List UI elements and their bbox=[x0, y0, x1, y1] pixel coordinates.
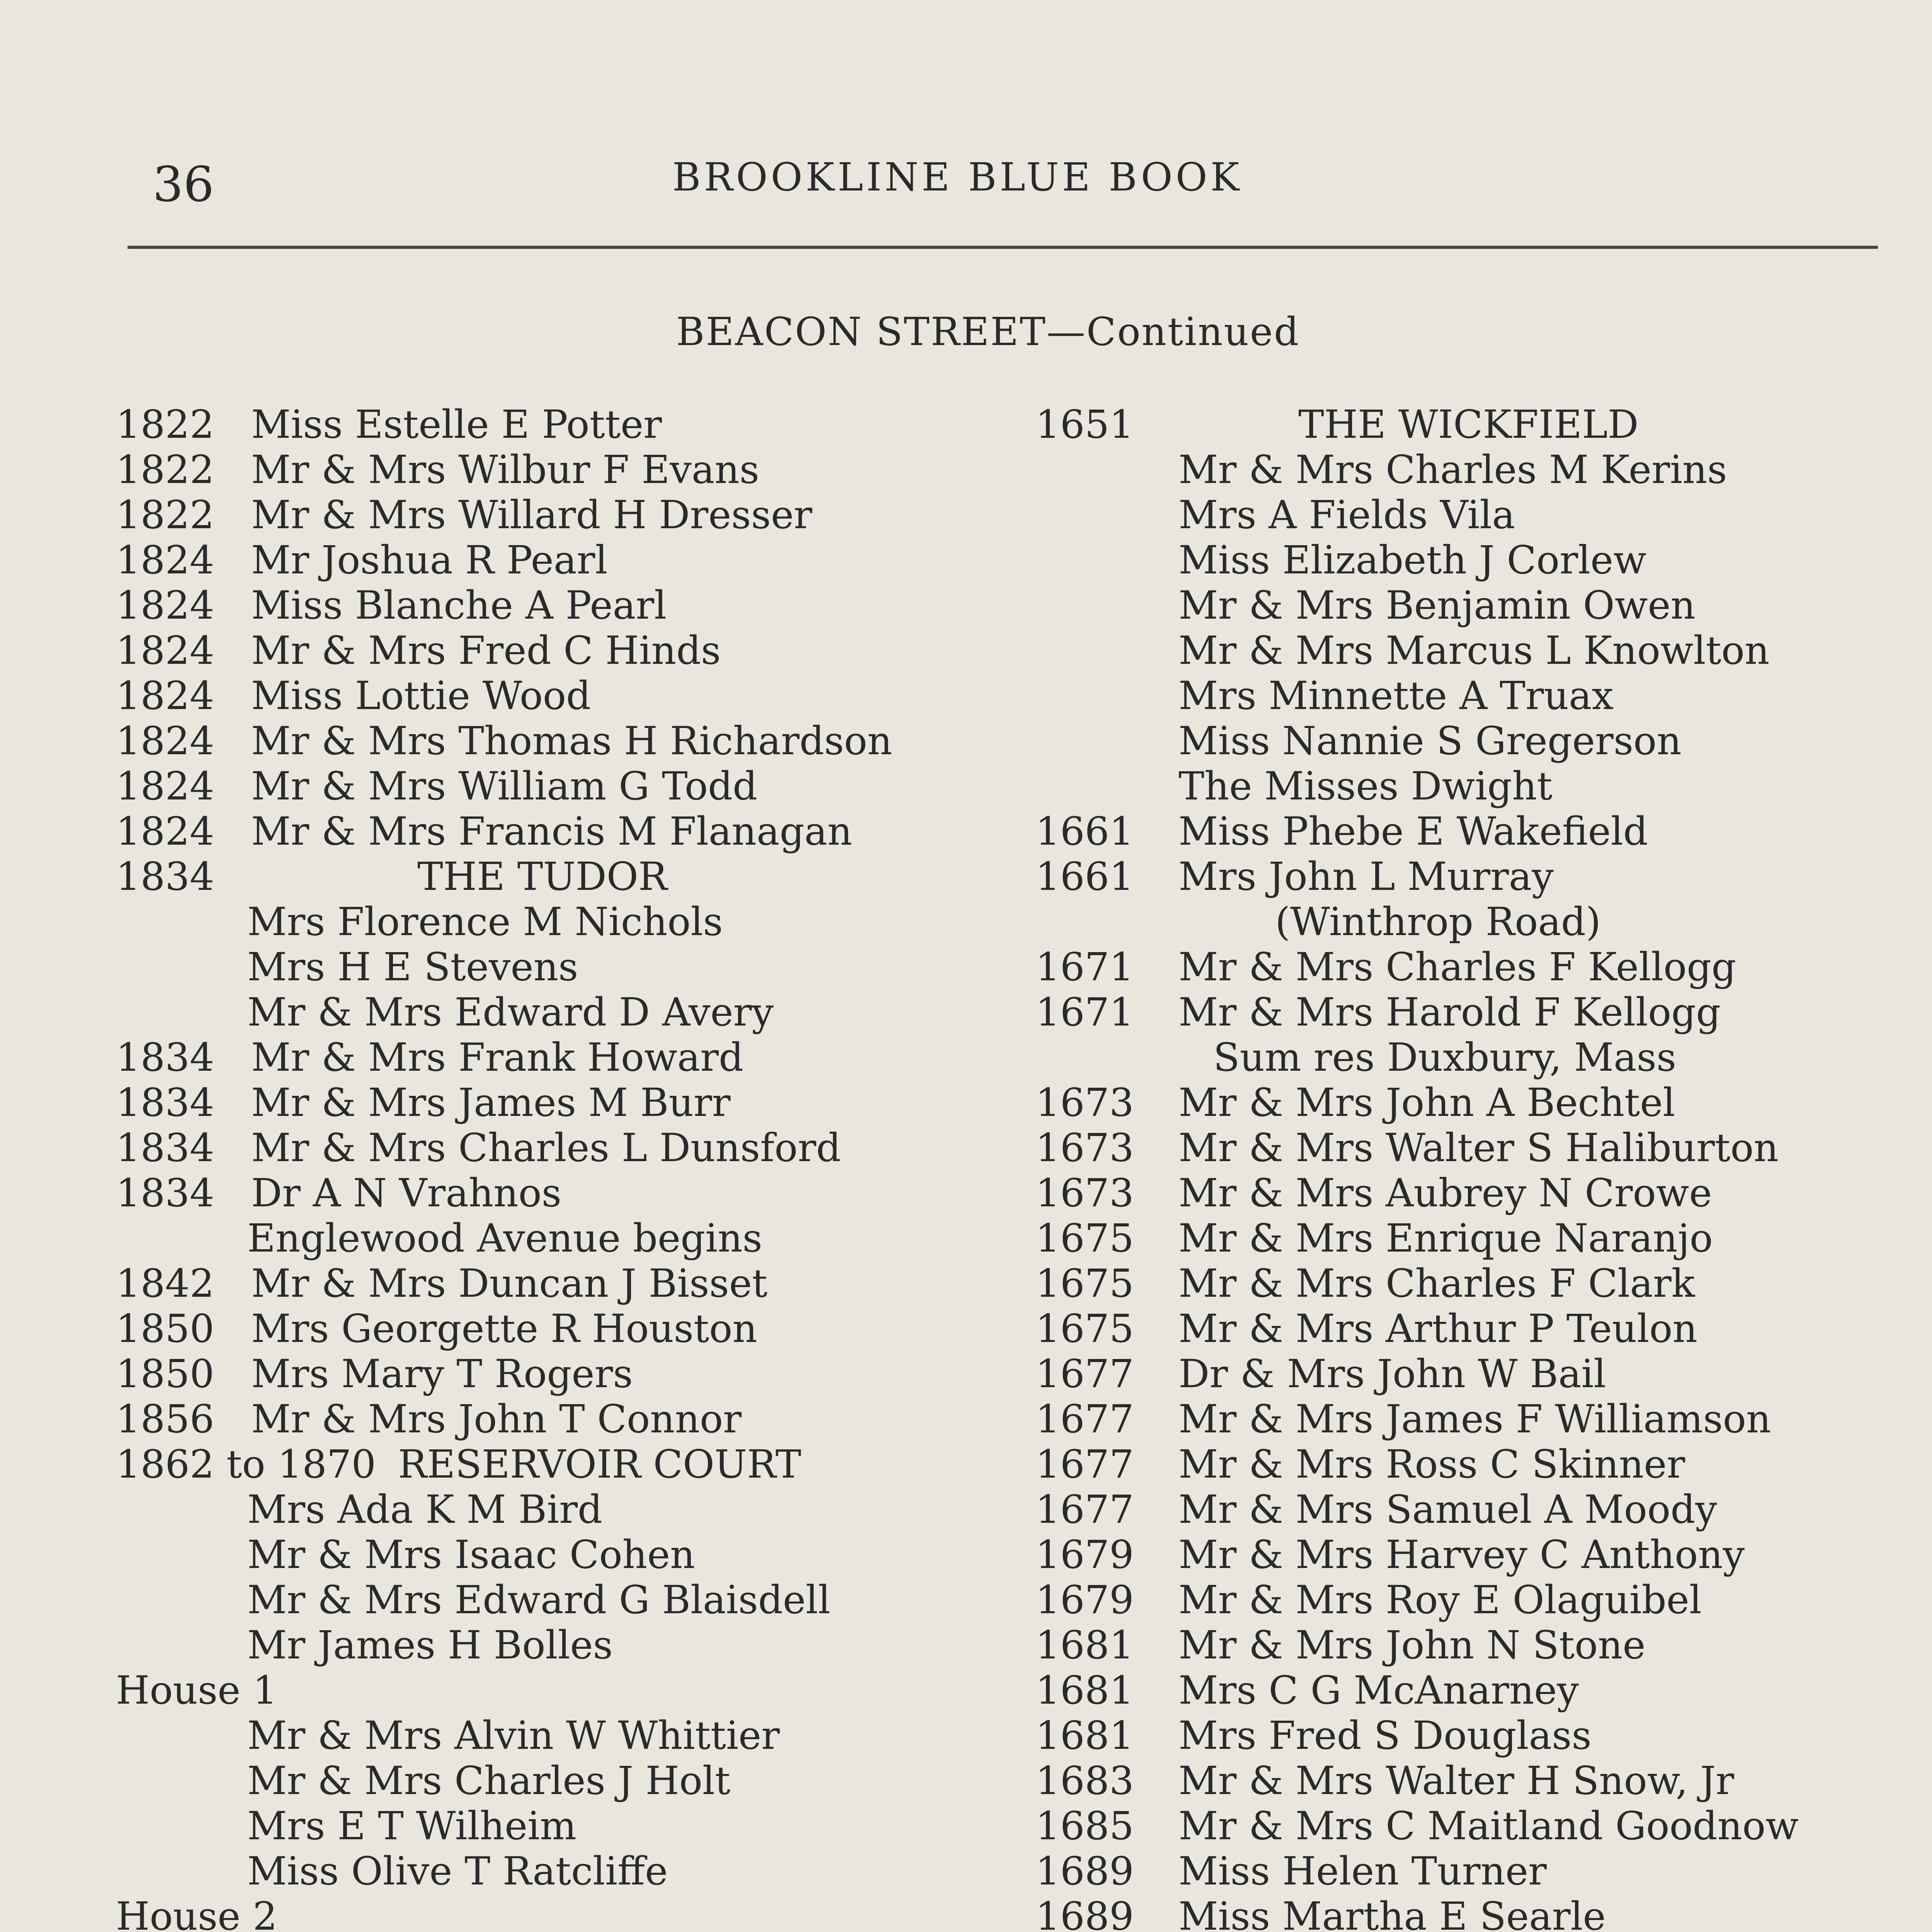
resident-name: Mrs E T Wilheim bbox=[247, 1803, 577, 1849]
house-number: 1834 bbox=[116, 1125, 214, 1170]
directory-row bbox=[116, 1125, 1024, 1170]
directory-row bbox=[116, 492, 1024, 537]
directory-row bbox=[116, 537, 1024, 583]
resident-name: Mrs C G McAnarney bbox=[1179, 1668, 1579, 1713]
house-number: 1677 bbox=[1036, 1351, 1134, 1396]
resident-name: Mrs Minnette A Truax bbox=[1179, 673, 1614, 718]
directory-row bbox=[1020, 537, 1889, 583]
resident-name: Mr & Mrs Wilbur F Evans bbox=[251, 447, 760, 492]
house-number: 1824 bbox=[116, 673, 214, 718]
resident-name: Mr & Mrs Frank Howard bbox=[251, 1035, 744, 1080]
resident-name: Mr & Mrs Ross C Skinner bbox=[1179, 1442, 1685, 1487]
resident-name: Mr & Mrs Alvin W Whittier bbox=[247, 1713, 780, 1758]
house-number: 1822 bbox=[116, 492, 214, 537]
directory-row bbox=[1020, 1758, 1889, 1803]
left-column bbox=[116, 402, 1024, 1932]
directory-row bbox=[1020, 1713, 1889, 1758]
directory-row bbox=[116, 1758, 1024, 1803]
resident-name: Mr & Mrs Samuel A Moody bbox=[1179, 1487, 1717, 1532]
directory-row bbox=[116, 1894, 1024, 1932]
resident-name: THE WICKFIELD bbox=[1298, 402, 1639, 447]
directory-row bbox=[1020, 1396, 1889, 1442]
directory-row bbox=[116, 673, 1024, 718]
directory-row bbox=[116, 1442, 1024, 1487]
directory-row bbox=[116, 402, 1024, 447]
resident-name: Mr & Mrs C Maitland Goodnow bbox=[1179, 1803, 1799, 1849]
resident-name: Miss Helen Turner bbox=[1179, 1849, 1547, 1894]
house-number: 1673 bbox=[1036, 1125, 1134, 1170]
directory-row bbox=[1020, 583, 1889, 628]
house-number: 1683 bbox=[1036, 1758, 1134, 1803]
directory-row bbox=[116, 1532, 1024, 1577]
directory-row bbox=[1020, 1125, 1889, 1170]
resident-name: Mr & Mrs Francis M Flanagan bbox=[251, 809, 852, 854]
resident-name: Miss Nannie S Gregerson bbox=[1179, 718, 1682, 764]
resident-name: Mrs Georgette R Houston bbox=[251, 1306, 757, 1351]
resident-name: Mr & Mrs Isaac Cohen bbox=[247, 1532, 695, 1577]
house-number: 1671 bbox=[1036, 990, 1134, 1035]
resident-name: Mr & Mrs Willard H Dresser bbox=[251, 492, 813, 537]
directory-row bbox=[1020, 1532, 1889, 1577]
directory-row bbox=[1020, 1216, 1889, 1261]
directory-row bbox=[116, 1849, 1024, 1894]
directory-row bbox=[1020, 764, 1889, 809]
resident-name: Mr & Mrs Walter H Snow, Jr bbox=[1179, 1758, 1735, 1803]
house-number: 1661 bbox=[1036, 854, 1134, 899]
directory-row bbox=[1020, 990, 1889, 1035]
house-number: 1681 bbox=[1036, 1713, 1134, 1758]
section-title: BEACON STREET—Continued bbox=[676, 309, 1300, 354]
house-number: 1824 bbox=[116, 764, 214, 809]
directory-row bbox=[1020, 1442, 1889, 1487]
house-number: 1834 bbox=[116, 1080, 214, 1125]
top-divider bbox=[128, 246, 1878, 249]
resident-name: Mr & Mrs James M Burr bbox=[251, 1080, 731, 1125]
resident-name: Mr James H Bolles bbox=[247, 1622, 613, 1668]
house-number: 1677 bbox=[1036, 1396, 1134, 1442]
directory-row bbox=[116, 1351, 1024, 1396]
house-number: 1842 bbox=[116, 1261, 214, 1306]
resident-name: Mrs Florence M Nichols bbox=[247, 899, 723, 944]
house-number: 1651 bbox=[1036, 402, 1134, 447]
directory-row bbox=[1020, 1849, 1889, 1894]
directory-row bbox=[116, 1713, 1024, 1758]
directory-row bbox=[1020, 899, 1889, 944]
resident-name: Mr & Mrs Roy E Olaguibel bbox=[1179, 1577, 1702, 1622]
directory-row bbox=[116, 1803, 1024, 1849]
house-number: 1689 bbox=[1036, 1894, 1134, 1932]
resident-name: Mr & Mrs William G Todd bbox=[251, 764, 758, 809]
resident-name: Mrs H E Stevens bbox=[247, 944, 578, 990]
directory-row bbox=[1020, 944, 1889, 990]
resident-name: Mr & Mrs Charles F Kellogg bbox=[1179, 944, 1736, 990]
directory-row bbox=[116, 718, 1024, 764]
directory-row bbox=[116, 1216, 1024, 1261]
directory-row bbox=[1020, 809, 1889, 854]
resident-name: Mr & Mrs Charles F Clark bbox=[1179, 1261, 1695, 1306]
directory-row bbox=[116, 764, 1024, 809]
directory-row bbox=[1020, 1577, 1889, 1622]
resident-name: Mr & Mrs Benjamin Owen bbox=[1179, 583, 1696, 628]
house-number: 1850 bbox=[116, 1306, 214, 1351]
resident-name: Mrs Ada K M Bird bbox=[247, 1487, 602, 1532]
resident-name: Miss Phebe E Wakefield bbox=[1179, 809, 1648, 854]
directory-row bbox=[116, 1035, 1024, 1080]
directory-row bbox=[116, 1668, 1024, 1713]
directory-row bbox=[116, 1080, 1024, 1125]
resident-name: (Winthrop Road) bbox=[1275, 899, 1601, 944]
resident-name: Mr & Mrs John A Bechtel bbox=[1179, 1080, 1675, 1125]
resident-name: Mrs Fred S Douglass bbox=[1179, 1713, 1592, 1758]
directory-row bbox=[116, 990, 1024, 1035]
resident-name: Miss Lottie Wood bbox=[251, 673, 591, 718]
house-number: 1824 bbox=[116, 718, 214, 764]
directory-row bbox=[116, 447, 1024, 492]
resident-name: House 1 bbox=[116, 1668, 277, 1713]
directory-row bbox=[1020, 1351, 1889, 1396]
directory-row bbox=[1020, 492, 1889, 537]
house-number: 1675 bbox=[1036, 1216, 1134, 1261]
resident-name: Mr & Mrs Enrique Naranjo bbox=[1179, 1216, 1713, 1261]
resident-name: Miss Blanche A Pearl bbox=[251, 583, 667, 628]
resident-name: Mr Joshua R Pearl bbox=[251, 537, 608, 583]
resident-name: Mr & Mrs Edward D Avery bbox=[247, 990, 774, 1035]
directory-row bbox=[116, 1306, 1024, 1351]
house-number: 1677 bbox=[1036, 1487, 1134, 1532]
resident-name: Mr & Mrs Charles M Kerins bbox=[1179, 447, 1727, 492]
resident-name: Mr & Mrs Harold F Kellogg bbox=[1179, 990, 1721, 1035]
directory-row bbox=[1020, 447, 1889, 492]
directory-row bbox=[116, 809, 1024, 854]
directory-row bbox=[1020, 1487, 1889, 1532]
house-number: 1834 bbox=[116, 1170, 214, 1216]
house-number: 1681 bbox=[1036, 1622, 1134, 1668]
resident-name: Miss Elizabeth J Corlew bbox=[1179, 537, 1646, 583]
house-number: 1850 bbox=[116, 1351, 214, 1396]
directory-row bbox=[116, 944, 1024, 990]
resident-name: Mr & Mrs John T Connor bbox=[251, 1396, 742, 1442]
house-number: 1824 bbox=[116, 537, 214, 583]
resident-name: Mrs A Fields Vila bbox=[1179, 492, 1515, 537]
directory-row bbox=[1020, 1668, 1889, 1713]
directory-row bbox=[1020, 1622, 1889, 1668]
resident-name: Dr & Mrs John W Bail bbox=[1179, 1351, 1606, 1396]
directory-row bbox=[116, 1487, 1024, 1532]
resident-name: Mr & Mrs Aubrey N Crowe bbox=[1179, 1170, 1712, 1216]
resident-name: Mr & Mrs Arthur P Teulon bbox=[1179, 1306, 1697, 1351]
resident-name: Mr & Mrs John N Stone bbox=[1179, 1622, 1646, 1668]
resident-name: Mr & Mrs Charles J Holt bbox=[247, 1758, 731, 1803]
resident-name: Mr & Mrs Charles L Dunsford bbox=[251, 1125, 841, 1170]
resident-name: Englewood Avenue begins bbox=[247, 1216, 762, 1261]
directory-row bbox=[1020, 1894, 1889, 1932]
page-number: 36 bbox=[153, 156, 214, 213]
house-number: 1822 bbox=[116, 447, 214, 492]
house-number: 1834 bbox=[116, 1035, 214, 1080]
house-number: 1834 bbox=[116, 854, 214, 899]
right-column bbox=[1020, 402, 1889, 1932]
resident-name: Miss Estelle E Potter bbox=[251, 402, 662, 447]
house-number: 1681 bbox=[1036, 1668, 1134, 1713]
directory-row bbox=[1020, 1170, 1889, 1216]
directory-row bbox=[116, 583, 1024, 628]
house-number: 1822 bbox=[116, 402, 214, 447]
house-number: 1675 bbox=[1036, 1306, 1134, 1351]
house-number: 1862 to 1870 bbox=[116, 1442, 376, 1487]
directory-row bbox=[1020, 1080, 1889, 1125]
resident-name: Mr & Mrs Harvey C Anthony bbox=[1179, 1532, 1745, 1577]
house-number: 1679 bbox=[1036, 1532, 1134, 1577]
resident-name: Mr & Mrs Marcus L Knowlton bbox=[1179, 628, 1770, 673]
house-number: 1689 bbox=[1036, 1849, 1134, 1894]
resident-name: House 2 bbox=[116, 1894, 277, 1932]
house-number: 1671 bbox=[1036, 944, 1134, 990]
directory-row bbox=[1020, 1306, 1889, 1351]
directory-row bbox=[116, 854, 1024, 899]
house-number: 1673 bbox=[1036, 1080, 1134, 1125]
resident-name: Mr & Mrs Thomas H Richardson bbox=[251, 718, 892, 764]
house-number: 1856 bbox=[116, 1396, 214, 1442]
directory-row bbox=[116, 899, 1024, 944]
resident-name: Sum res Duxbury, Mass bbox=[1213, 1035, 1677, 1080]
resident-name: Miss Martha E Searle bbox=[1179, 1894, 1606, 1932]
resident-name: Mr & Mrs Fred C Hinds bbox=[251, 628, 721, 673]
directory-row bbox=[116, 628, 1024, 673]
directory-row bbox=[116, 1622, 1024, 1668]
directory-row bbox=[1020, 718, 1889, 764]
directory-row bbox=[1020, 854, 1889, 899]
directory-row bbox=[116, 1170, 1024, 1216]
directory-row bbox=[1020, 402, 1889, 447]
directory-row bbox=[116, 1577, 1024, 1622]
resident-name: Mr & Mrs Walter S Haliburton bbox=[1179, 1125, 1779, 1170]
resident-name: Mr & Mrs Duncan J Bisset bbox=[251, 1261, 768, 1306]
resident-name: Mr & Mrs James F Williamson bbox=[1179, 1396, 1771, 1442]
directory-row bbox=[1020, 628, 1889, 673]
directory-row bbox=[1020, 1803, 1889, 1849]
house-number: 1675 bbox=[1036, 1261, 1134, 1306]
house-number: 1824 bbox=[116, 628, 214, 673]
house-number: 1677 bbox=[1036, 1442, 1134, 1487]
directory-row bbox=[116, 1261, 1024, 1306]
house-number: 1685 bbox=[1036, 1803, 1134, 1849]
directory-row bbox=[116, 1396, 1024, 1442]
resident-name: The Misses Dwight bbox=[1179, 764, 1553, 809]
directory-row bbox=[1020, 1261, 1889, 1306]
resident-name: Dr A N Vrahnos bbox=[251, 1170, 562, 1216]
house-number: 1661 bbox=[1036, 809, 1134, 854]
resident-name: THE TUDOR bbox=[417, 854, 668, 899]
house-number: 1679 bbox=[1036, 1577, 1134, 1622]
directory-row bbox=[1020, 1035, 1889, 1080]
house-number: 1824 bbox=[116, 583, 214, 628]
resident-name: RESERVOIR COURT bbox=[398, 1442, 801, 1487]
resident-name: Mrs Mary T Rogers bbox=[251, 1351, 633, 1396]
resident-name: Miss Olive T Ratcliffe bbox=[247, 1849, 668, 1894]
house-number: 1673 bbox=[1036, 1170, 1134, 1216]
running-title: BROOKLINE BLUE BOOK bbox=[672, 155, 1243, 200]
directory-row bbox=[1020, 673, 1889, 718]
resident-name: Mr & Mrs Edward G Blaisdell bbox=[247, 1577, 831, 1622]
house-number: 1824 bbox=[116, 809, 214, 854]
resident-name: Mrs John L Murray bbox=[1179, 854, 1554, 899]
